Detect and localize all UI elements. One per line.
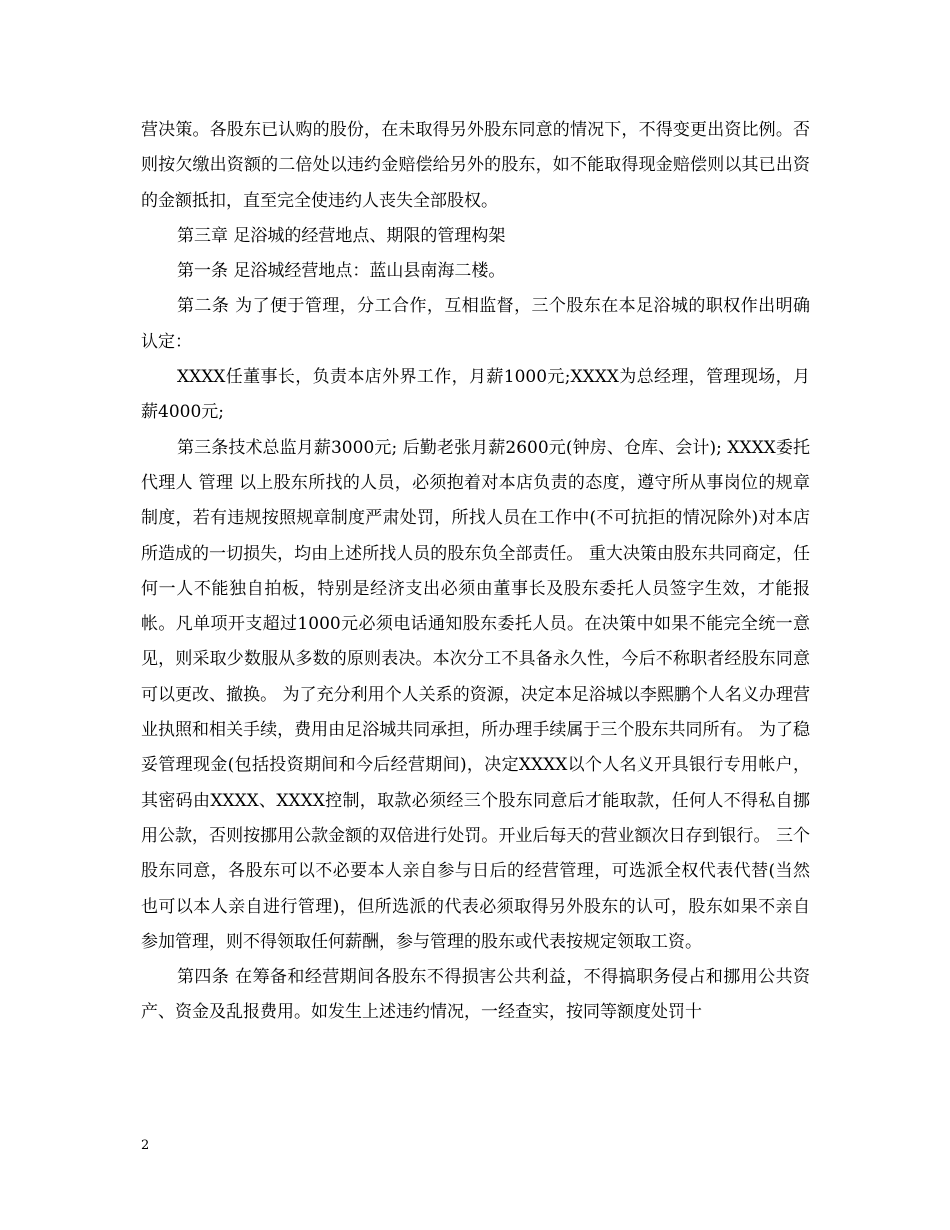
article-4: 第四条 在筹备和经营期间各股东不得损害公共利益，不得搞职务侵占和挪用公共资产、资金及乱报费用。如发生上述违约情况，一经查实，按同等额度处罚十: [141, 967, 810, 1023]
document-body: [141, 113, 810, 1031]
article-1: 第一条 足浴城经营地点：蓝山县南海二楼。: [177, 261, 506, 282]
page-number: 2: [141, 1138, 150, 1153]
paragraph-1: 营决策。各股东已认购的股份，在未取得另外股东同意的情况下，不得变更出资比例。否则按欠缴出资额的二倍处以违约金赔偿给另外的股东，如不能取得现金赔偿则以其已出资的金额抵扣，直至完全使违约人丧失全部股权。: [141, 120, 810, 211]
chapter-3-heading: 第三章 足浴城的经营地点、期限的管理构架: [177, 225, 506, 246]
article-3: 第三条技术总监月薪3000元; 后勤老张月薪2600元(钟房、仓库、会计); XXXX委托代理人 管理 以上股东所找的人员，必须抱着对本店负责的态度，遵守所从事岗位的规章制度，若有违规按照规章制度严肃处罚，所找人员在工作中(不可抗拒的情况除外)对本店所造成的一切损失，均由上述所找人员的股东负全部责任。 重大决策由股东共同商定，任何一人不能独自拍板，特别是经济支出必须由董事长及股东委托人员签字生效，才能报帐。凡单项开支超过1000元必须电话通知股东委托人员。在决策中如果不能完全统一意见，则采取少数服从多数的原则表决。本次分工不具备永久性，今后不称职者经股东同意可以更改、撤换。 为了充分利用个人关系的资源，决定本足浴城以李熙鹏个人名义办理营业执照和相关手续，费用由足浴城共同承担，所办理手续属于三个股东共同所有。 为了稳妥管理现金(包括投资期间和今后经营期间)，决定XXXX以个人名义开具银行专用帐户，其密码由XXXX、XXXX控制，取款必须经三个股东同意后才能取款，任何人不得私自挪用公款，否则按挪用公款金额的双倍进行处罚。开业后每天的营业额次日存到银行。 三个股东同意，各股东可以不必要本人亲自参与日后的经营管理，可选派全权代表代替(当然也可以本人亲自进行管理)，但所选派的代表必须取得另外股东的认可，股东如果不亲自参加管理，则不得领取任何薪酬，参与管理的股东或代表按规定领取工资。: [141, 437, 810, 952]
article-2: 第二条 为了便于管理，分工合作，互相监督，三个股东在本足浴城的职权作出明确认定：: [141, 296, 810, 352]
roles-salaries: XXXX任董事长，负责本店外界工作，月薪1000元;XXXX为总经理，管理现场，月薪4000元;: [141, 367, 810, 423]
